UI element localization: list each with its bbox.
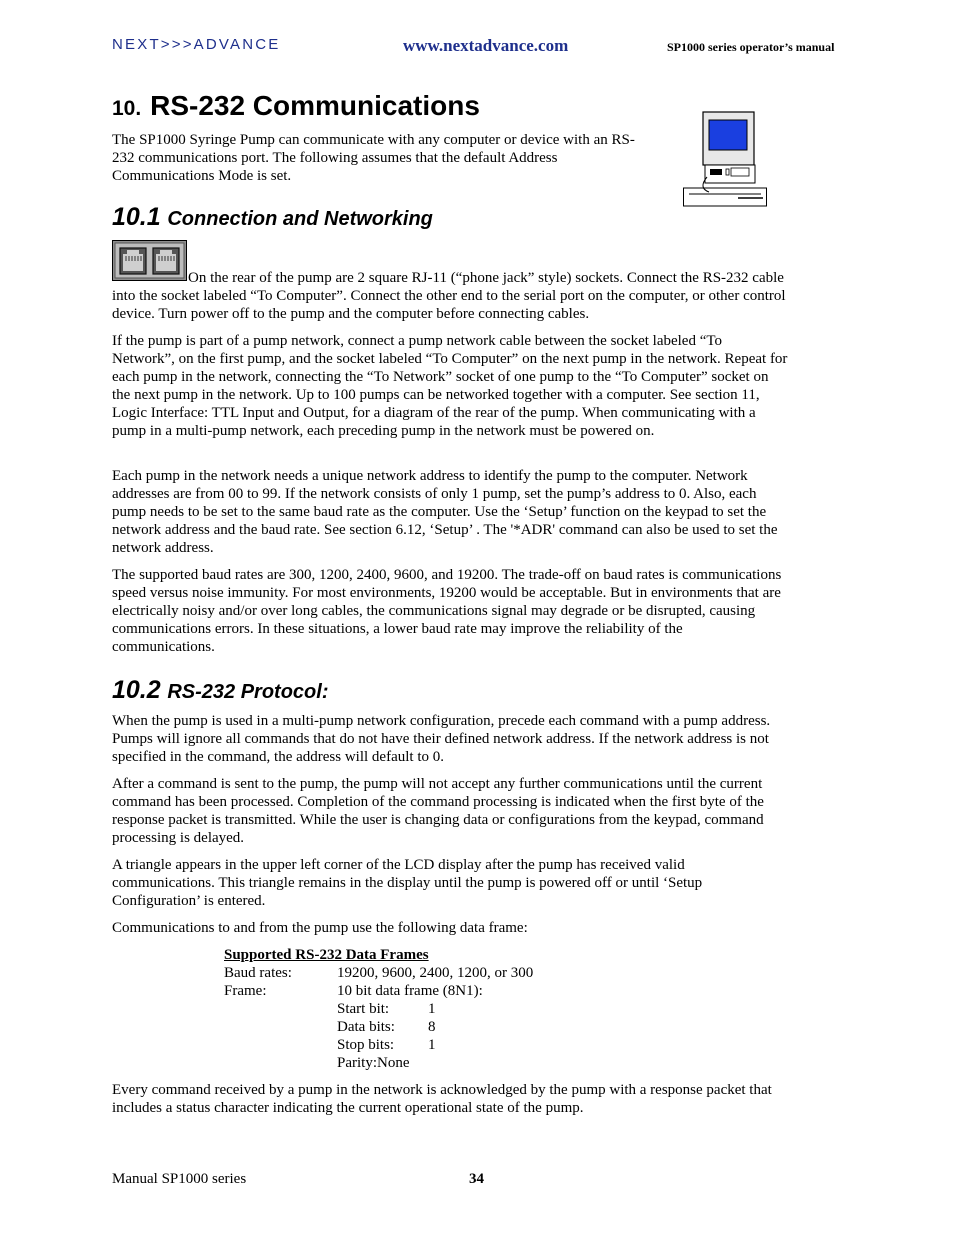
intro-paragraph: The SP1000 Syringe Pump can communicate with any computer or device with an RS-232 communications port. The following assumes that the default Address Communications Mode is set. xyxy=(112,132,635,184)
data-bits-value: 8 xyxy=(428,1019,436,1035)
protocol-paragraph-1: When the pump is used in a multi-pump network configuration, precede each command with a pump address. Pumps will ignore all commands that do not have their defined network address. If the network address is not specified in the command, the address will default to 0. xyxy=(112,713,771,765)
connection-paragraph: On the rear of the pump are 2 square RJ-11 (“phone jack” style) sockets. Connect the RS-232 cable into the socket labeled “To Computer”. Connect the other end to the serial port on the computer, or other control device. Turn power off to the pump and the computer before connecting cables. xyxy=(112,270,786,322)
data-frames-table xyxy=(224,946,534,1072)
data-frames-title: Supported RS-232 Data Frames xyxy=(224,947,429,963)
section-number: 10. xyxy=(112,97,142,120)
subsection-number: 10.2 xyxy=(112,676,161,704)
baud-rates-value: 19200, 9600, 2400, 1200, or 300 xyxy=(337,965,534,981)
start-bit-label: Start bit: xyxy=(337,1001,390,1017)
network-paragraph: If the pump is part of a pump network, connect a pump network cable between the socket labeled “To Network”, on the first pump, and the socket labeled “To Computer” on the next pump in the network. Repeat for each pump in the network, connecting the “To Network” socket of one pump to the “To Computer” socket on the next pump in the network. Up to 100 pumps can be networked together with a computer. See section 11, Logic Interface: TTL Input and Output, for a diagram of the rear of the pump. When communicating with a pump in a multi-pump network, each preceding pump in the network must be powered on. xyxy=(112,333,788,439)
baud-rates-label: Baud rates: xyxy=(224,965,292,981)
stop-bits-value: 1 xyxy=(428,1037,436,1053)
computer-icon xyxy=(683,110,769,208)
subsection-title-text: RS-232 Protocol: xyxy=(167,681,329,703)
subsection-title-protocol xyxy=(112,676,329,705)
frame-label: Frame: xyxy=(224,983,267,999)
header-url[interactable]: www.nextadvance.com xyxy=(403,36,569,55)
brand-logo: NEXT>>>ADVANCE xyxy=(112,36,281,53)
start-bit-value: 1 xyxy=(428,1001,436,1017)
header-manual-title: SP1000 series operator’s manual xyxy=(667,40,835,54)
baud-paragraph: The supported baud rates are 300, 1200, 2400, 9600, and 19200. The trade-off on baud rates is communications speed versus noise immunity. For most environments, 19200 would be acceptable. But in environments that are electrically noisy and/or over long cables, the communications signal may degrade or be disrupted, causing communications errors. In these situations, a lower baud rate may improve the reliability of the communications. xyxy=(112,567,782,655)
page-number: 34 xyxy=(469,1171,484,1187)
protocol-paragraph-3: A triangle appears in the upper left corner of the LCD display after the pump has received valid communications. This triangle remains in the display until the pump is powered off or until ‘Setup Configuration’ is entered. xyxy=(112,857,703,909)
address-paragraph: Each pump in the network needs a unique network address to identify the pump to the computer. Network addresses are from 00 to 99. If the network consists of only 1 pump, set the pump’s address to 0. Also, each pump needs to be set to the same baud rate as the computer. Use the ‘Setup’ function on the keypad to set the network address and the baud rate. See section 6.12, ‘Setup’ . The '*ADR' command can also be used to set the network address. xyxy=(112,468,778,556)
stop-bits-label: Stop bits: xyxy=(337,1037,395,1053)
subsection-number: 10.1 xyxy=(112,203,161,231)
section-title-text: RS-232 Communications xyxy=(150,90,480,121)
data-bits-label: Data bits: xyxy=(337,1019,395,1035)
response-paragraph: Every command received by a pump in the network is acknowledged by the pump with a response packet that includes a status character indicating the current operational state of the pump. xyxy=(112,1082,772,1116)
subsection-title-text: Connection and Networking xyxy=(167,208,433,230)
protocol-paragraph-4: Communications to and from the pump use the following data frame: xyxy=(112,920,528,936)
section-title xyxy=(112,86,480,123)
protocol-paragraph-2: After a command is sent to the pump, the pump will not accept any further communications until the current command has been processed. Completion of the command processing is indicated when the first byte of the response packet is transmitted. While the user is changing data or configurations from the keypad, command processing is delayed. xyxy=(112,776,764,846)
subsection-title-connection xyxy=(112,203,433,232)
parity-value: Parity:None xyxy=(337,1055,410,1071)
footer-manual-name: Manual SP1000 series xyxy=(112,1171,247,1187)
frame-value: 10 bit data frame (8N1): xyxy=(337,983,483,999)
